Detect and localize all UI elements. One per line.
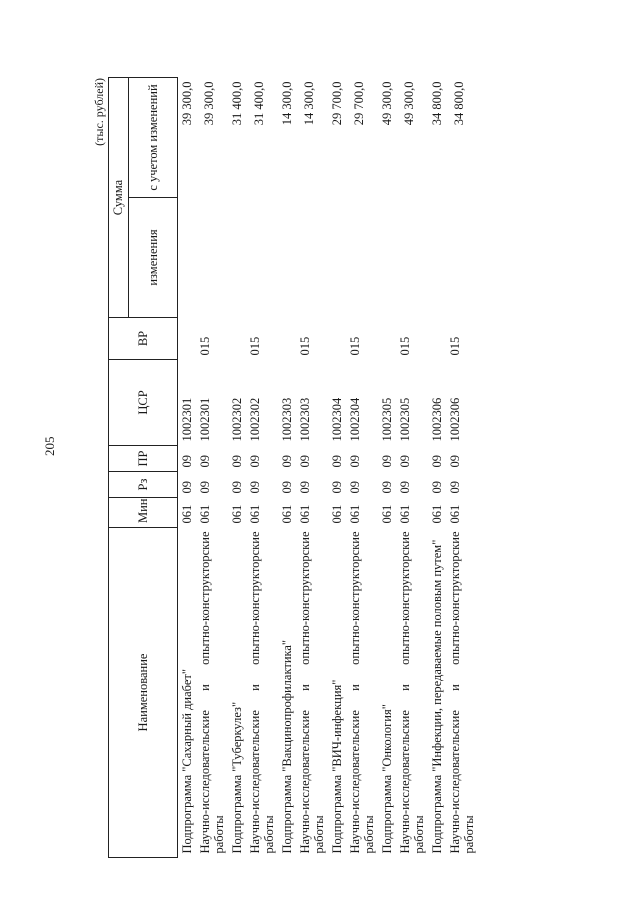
cell-total: 31 400,0 bbox=[252, 81, 266, 126]
cell-name: Подпрограмма "ВИЧ-инфекция" bbox=[330, 679, 344, 854]
header-sum: Сумма bbox=[109, 78, 129, 318]
cell-vr bbox=[428, 318, 446, 360]
cell-rz: 09 bbox=[230, 481, 244, 494]
cell-pr: 09 bbox=[230, 455, 244, 468]
header-min: Мин bbox=[109, 498, 178, 528]
cell-csr: 1002304 bbox=[348, 397, 362, 442]
cell-name: Научно-исследовательские и опытно-конструкторские работы bbox=[398, 531, 426, 854]
cell-min: 061 bbox=[230, 504, 244, 524]
table-row bbox=[278, 78, 296, 858]
cell-rz: 09 bbox=[280, 481, 294, 494]
budget-table-sheet bbox=[92, 78, 572, 858]
cell-vr: 015 bbox=[198, 336, 212, 356]
cell-csr: 1002305 bbox=[398, 397, 412, 442]
cell-name: Научно-исследовательские и опытно-конструкторские работы bbox=[348, 531, 376, 854]
cell-pr: 09 bbox=[248, 455, 262, 468]
cell-min: 061 bbox=[248, 504, 262, 524]
cell-vr bbox=[328, 318, 346, 360]
cell-total: 34 800,0 bbox=[452, 81, 466, 126]
cell-changes bbox=[346, 198, 378, 318]
table-row bbox=[446, 78, 478, 858]
cell-changes bbox=[196, 198, 228, 318]
cell-csr: 1002304 bbox=[330, 397, 344, 442]
cell-vr: 015 bbox=[448, 336, 462, 356]
budget-table bbox=[108, 77, 478, 858]
cell-total: 14 300,0 bbox=[280, 81, 294, 126]
cell-name: Научно-исследовательские и опытно-конструкторские работы bbox=[448, 531, 476, 854]
cell-rz: 09 bbox=[398, 481, 412, 494]
cell-changes bbox=[296, 198, 328, 318]
cell-vr: 015 bbox=[348, 336, 362, 356]
cell-rz: 09 bbox=[330, 481, 344, 494]
cell-pr: 09 bbox=[180, 455, 194, 468]
cell-vr: 015 bbox=[298, 336, 312, 356]
cell-changes bbox=[378, 198, 396, 318]
cell-changes bbox=[328, 198, 346, 318]
table-row bbox=[346, 78, 378, 858]
cell-rz: 09 bbox=[248, 481, 262, 494]
table-row bbox=[196, 78, 228, 858]
cell-total: 31 400,0 bbox=[230, 81, 244, 126]
cell-csr: 1002302 bbox=[248, 397, 262, 442]
cell-pr: 09 bbox=[448, 455, 462, 468]
cell-total: 49 300,0 bbox=[380, 81, 394, 126]
cell-min: 061 bbox=[198, 504, 212, 524]
cell-rz: 09 bbox=[430, 481, 444, 494]
cell-pr: 09 bbox=[348, 455, 362, 468]
table-row bbox=[246, 78, 278, 858]
cell-min: 061 bbox=[180, 504, 194, 524]
cell-pr: 09 bbox=[380, 455, 394, 468]
cell-pr: 09 bbox=[298, 455, 312, 468]
cell-min: 061 bbox=[280, 504, 294, 524]
cell-total: 49 300,0 bbox=[402, 81, 416, 126]
units-label: (тыс. рублей) bbox=[92, 78, 106, 146]
table-row bbox=[396, 78, 428, 858]
table-body bbox=[178, 78, 479, 858]
table-row bbox=[178, 78, 197, 858]
table-row bbox=[328, 78, 346, 858]
cell-changes bbox=[246, 198, 278, 318]
cell-rz: 09 bbox=[298, 481, 312, 494]
cell-pr: 09 bbox=[198, 455, 212, 468]
cell-name: Подпрограмма "Туберкулез" bbox=[230, 701, 244, 854]
cell-pr: 09 bbox=[398, 455, 412, 468]
table-row bbox=[228, 78, 246, 858]
table-row bbox=[378, 78, 396, 858]
cell-rz: 09 bbox=[380, 481, 394, 494]
cell-name: Научно-исследовательские и опытно-конструкторские работы bbox=[298, 531, 326, 854]
cell-pr: 09 bbox=[430, 455, 444, 468]
cell-rz: 09 bbox=[198, 481, 212, 494]
cell-vr bbox=[228, 318, 246, 360]
cell-csr: 1002305 bbox=[380, 397, 394, 442]
cell-csr: 1002301 bbox=[180, 397, 194, 442]
cell-rz: 09 bbox=[180, 481, 194, 494]
cell-changes bbox=[396, 198, 428, 318]
cell-changes bbox=[278, 198, 296, 318]
table-header bbox=[109, 78, 178, 858]
cell-min: 061 bbox=[430, 504, 444, 524]
cell-total: 34 800,0 bbox=[430, 81, 444, 126]
cell-rz: 09 bbox=[448, 481, 462, 494]
cell-total: 29 700,0 bbox=[352, 81, 366, 126]
cell-total: 39 300,0 bbox=[202, 81, 216, 126]
cell-csr: 1002302 bbox=[230, 397, 244, 442]
header-changes: изменения bbox=[129, 198, 178, 318]
header-csr: ЦСР bbox=[109, 360, 178, 446]
header-pr: ПР bbox=[109, 446, 178, 472]
table-row bbox=[296, 78, 328, 858]
cell-name: Научно-исследовательские и опытно-конструкторские работы bbox=[248, 531, 276, 854]
cell-csr: 1002303 bbox=[298, 397, 312, 442]
cell-csr: 1002306 bbox=[448, 397, 462, 442]
cell-vr bbox=[278, 318, 296, 360]
cell-changes bbox=[446, 198, 478, 318]
cell-min: 061 bbox=[398, 504, 412, 524]
cell-name: Подпрограмма "Онкология" bbox=[380, 704, 394, 854]
cell-name: Научно-исследовательские и опытно-конструкторские работы bbox=[198, 531, 226, 854]
cell-name: Подпрограмма "Инфекции, передаваемые половым путем" bbox=[430, 539, 444, 854]
cell-min: 061 bbox=[330, 504, 344, 524]
cell-changes bbox=[178, 198, 197, 318]
cell-total: 39 300,0 bbox=[180, 81, 194, 126]
cell-changes bbox=[228, 198, 246, 318]
cell-total: 29 700,0 bbox=[330, 81, 344, 126]
header-name: Наименование bbox=[109, 528, 178, 858]
header-vr: ВР bbox=[109, 318, 178, 360]
cell-csr: 1002301 bbox=[198, 397, 212, 442]
cell-min: 061 bbox=[380, 504, 394, 524]
cell-vr: 015 bbox=[248, 336, 262, 356]
cell-min: 061 bbox=[448, 504, 462, 524]
cell-pr: 09 bbox=[330, 455, 344, 468]
cell-csr: 1002303 bbox=[280, 397, 294, 442]
page-number: 205 bbox=[42, 436, 57, 456]
cell-pr: 09 bbox=[280, 455, 294, 468]
header-rz: Рз bbox=[109, 472, 178, 498]
cell-vr: 015 bbox=[398, 336, 412, 356]
cell-rz: 09 bbox=[348, 481, 362, 494]
header-with-changes: с учетом изменений bbox=[129, 78, 178, 198]
cell-min: 061 bbox=[348, 504, 362, 524]
cell-name: Подпрограмма "Вакцинопрофилактика" bbox=[280, 639, 294, 854]
table-row bbox=[428, 78, 446, 858]
cell-csr: 1002306 bbox=[430, 397, 444, 442]
cell-vr bbox=[378, 318, 396, 360]
cell-min: 061 bbox=[298, 504, 312, 524]
cell-vr bbox=[178, 318, 197, 360]
cell-total: 14 300,0 bbox=[302, 81, 316, 126]
cell-changes bbox=[428, 198, 446, 318]
cell-name: Подпрограмма "Сахарный диабет" bbox=[180, 669, 194, 854]
